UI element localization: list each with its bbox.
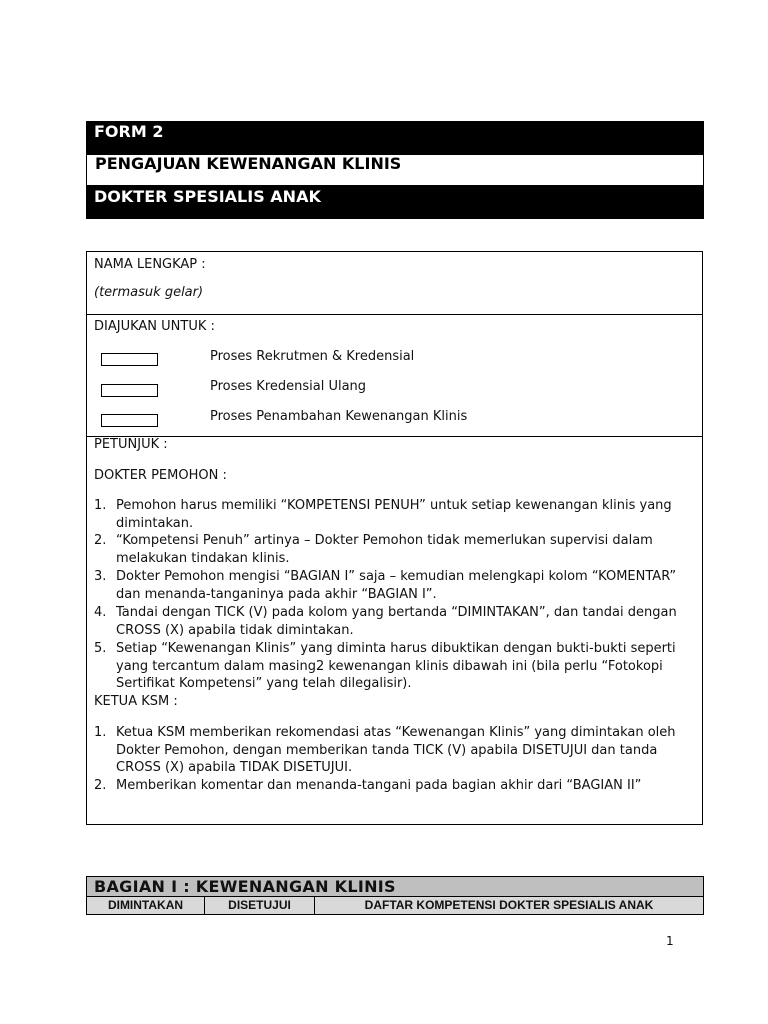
list-text: “Kompetensi Penuh” artinya – Dokter Pemohon tidak memerlukan supervisi dalam melakukan tindakan klinis. — [116, 533, 653, 566]
list-number: 5. — [94, 641, 107, 656]
list-number: 2. — [94, 778, 107, 793]
checkbox-penambahan[interactable] — [101, 414, 158, 427]
petunjuk-label: PETUNJUK : — [94, 437, 168, 452]
column-disetujui: DISETUJUI — [205, 897, 315, 914]
nama-lengkap-note: (termasuk gelar) — [94, 285, 204, 300]
diajukan-untuk-box — [86, 314, 703, 437]
list-text: Memberikan komentar dan menanda-tangani pada bagian akhir dari “BAGIAN II” — [116, 778, 642, 793]
nama-lengkap-box — [86, 251, 703, 315]
bagian-title: BAGIAN I : KEWENANGAN KLINIS — [87, 877, 703, 897]
list-text: Dokter Pemohon mengisi “BAGIAN I” saja – kemudian melengkapi kolom “KOMENTAR” dan menanda-tanganinya pada akhir “BAGIAN I”. — [116, 569, 677, 602]
list-text: Ketua KSM memberikan rekomendasi atas “Kewenangan Klinis” yang dimintakan oleh Dokter Pemohon, dengan memberikan tanda TICK (V) apabila DISETUJUI dan tanda CROSS (X) apabila TIDAK DISETUJUI. — [116, 725, 676, 775]
list-text: Pemohon harus memiliki “KOMPETENSI PENUH” untuk setiap kewenangan klinis yang dimintakan. — [116, 498, 672, 531]
option-rekrutmen-label: Proses Rekrutmen & Kredensial — [210, 349, 415, 364]
diajukan-untuk-label: DIAJUKAN UNTUK : — [94, 319, 215, 334]
list-number: 1. — [94, 725, 107, 740]
list-number: 4. — [94, 605, 107, 620]
list-number: 3. — [94, 569, 107, 584]
option-kredensial-ulang-label: Proses Kredensial Ulang — [210, 379, 367, 394]
list-number: 1. — [94, 498, 107, 513]
list-text: Tandai dengan TICK (V) pada kolom yang bertanda “DIMINTAKAN”, dan tandai dengan CROSS (X) apabila tidak dimintakan. — [116, 605, 677, 638]
page-number: 1 — [666, 934, 674, 948]
column-daftar-kompetensi: DAFTAR KOMPETENSI DOKTER SPESIALIS ANAK — [364, 898, 654, 912]
petunjuk-box — [86, 436, 703, 825]
bagian-table — [86, 876, 704, 915]
option-penambahan-label: Proses Penambahan Kewenangan Klinis — [210, 409, 468, 424]
dokter-pemohon-label: DOKTER PEMOHON : — [94, 468, 227, 483]
bagian-header-row — [87, 897, 703, 914]
checkbox-rekrutmen[interactable] — [101, 353, 158, 366]
column-dimintakan: DIMINTAKAN — [87, 897, 205, 914]
list-text: Setiap “Kewenangan Klinis” yang diminta harus dibuktikan dengan bukti-bukti seperti yang tercantum dalam masing2 kewenangan klinis dibawah ini (bila perlu “Fotokopi Sertifikat Kompetensi” yang telah dilegalisir). — [116, 641, 676, 691]
nama-lengkap-label: NAMA LENGKAP : — [94, 257, 206, 272]
form-subtitle: DOKTER SPESIALIS ANAK — [86, 186, 704, 219]
form-title: PENGAJUAN KEWENANGAN KLINIS — [86, 154, 704, 186]
ketua-ksm-label: KETUA KSM : — [94, 694, 178, 709]
checkbox-kredensial-ulang[interactable] — [101, 384, 158, 397]
list-number: 2. — [94, 533, 107, 548]
form-number: FORM 2 — [86, 121, 704, 154]
